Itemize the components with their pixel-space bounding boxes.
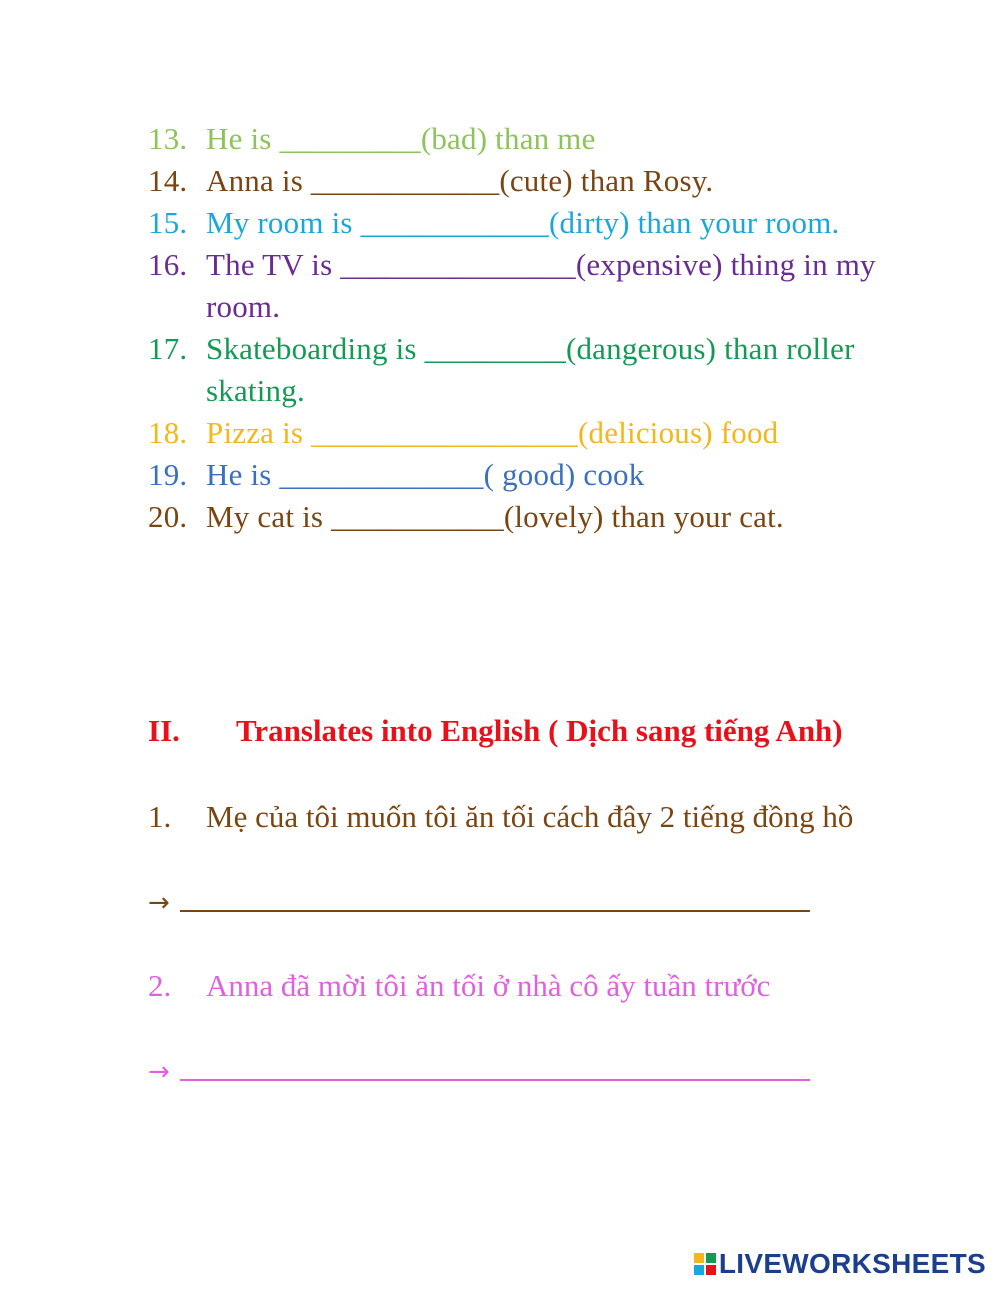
logo-square	[706, 1253, 716, 1263]
answer-blank[interactable]	[180, 1079, 810, 1081]
section-number: II.	[148, 713, 180, 748]
translation-item	[148, 796, 888, 838]
answer-line[interactable]	[148, 1047, 828, 1087]
arrow-right-icon: →	[148, 1057, 170, 1087]
exercise-item	[148, 328, 888, 412]
translation-text: Anna đã mời tôi ăn tối ở nhà cô ấy tuần trước	[206, 968, 771, 1003]
exercise-item	[148, 244, 888, 328]
exercise-item	[148, 496, 888, 538]
exercise-number: 17.	[148, 331, 188, 366]
exercise-list	[148, 118, 888, 538]
exercise-number: 20.	[148, 499, 188, 534]
exercise-text: He is _____________( good) cook	[206, 457, 645, 492]
exercise-text: The TV is _______________(expensive) thing in my room.	[206, 247, 876, 324]
logo-square	[706, 1265, 716, 1275]
translation-text: Mẹ của tôi muốn tôi ăn tối cách đây 2 tiếng đồng hồ	[206, 799, 854, 834]
section-title: Translates into English ( Dịch sang tiếng Anh)	[236, 713, 843, 748]
exercise-number: 19.	[148, 457, 188, 492]
exercise-number: 16.	[148, 247, 188, 282]
exercise-item	[148, 160, 888, 202]
logo-square	[694, 1253, 704, 1263]
arrow-right-icon: →	[148, 888, 170, 918]
answer-line[interactable]	[148, 878, 828, 918]
answer-blank[interactable]	[180, 910, 810, 912]
exercise-item	[148, 412, 888, 454]
logo-square	[694, 1265, 704, 1275]
exercise-text: My cat is ___________(lovely) than your cat.	[206, 499, 784, 534]
exercise-item	[148, 118, 888, 160]
translation-number: 1.	[148, 799, 172, 834]
logo-mark-icon	[694, 1253, 716, 1275]
exercise-text: He is _________(bad) than me	[206, 121, 596, 156]
liveworksheets-logo	[694, 1248, 986, 1280]
exercise-item	[148, 202, 888, 244]
section-heading	[148, 710, 888, 752]
logo-text: LIVEWORKSHEETS	[718, 1248, 986, 1279]
exercise-text: Skateboarding is _________(dangerous) than roller skating.	[206, 331, 855, 408]
exercise-text: My room is ____________(dirty) than your room.	[206, 205, 840, 240]
exercise-number: 15.	[148, 205, 188, 240]
exercise-item	[148, 454, 888, 496]
exercise-number: 13.	[148, 121, 188, 156]
translation-item	[148, 965, 888, 1007]
exercise-number: 18.	[148, 415, 188, 450]
translation-number: 2.	[148, 968, 172, 1003]
exercise-text: Anna is ____________(cute) than Rosy.	[206, 163, 714, 198]
exercise-number: 14.	[148, 163, 188, 198]
exercise-text: Pizza is _________________(delicious) food	[206, 415, 779, 450]
